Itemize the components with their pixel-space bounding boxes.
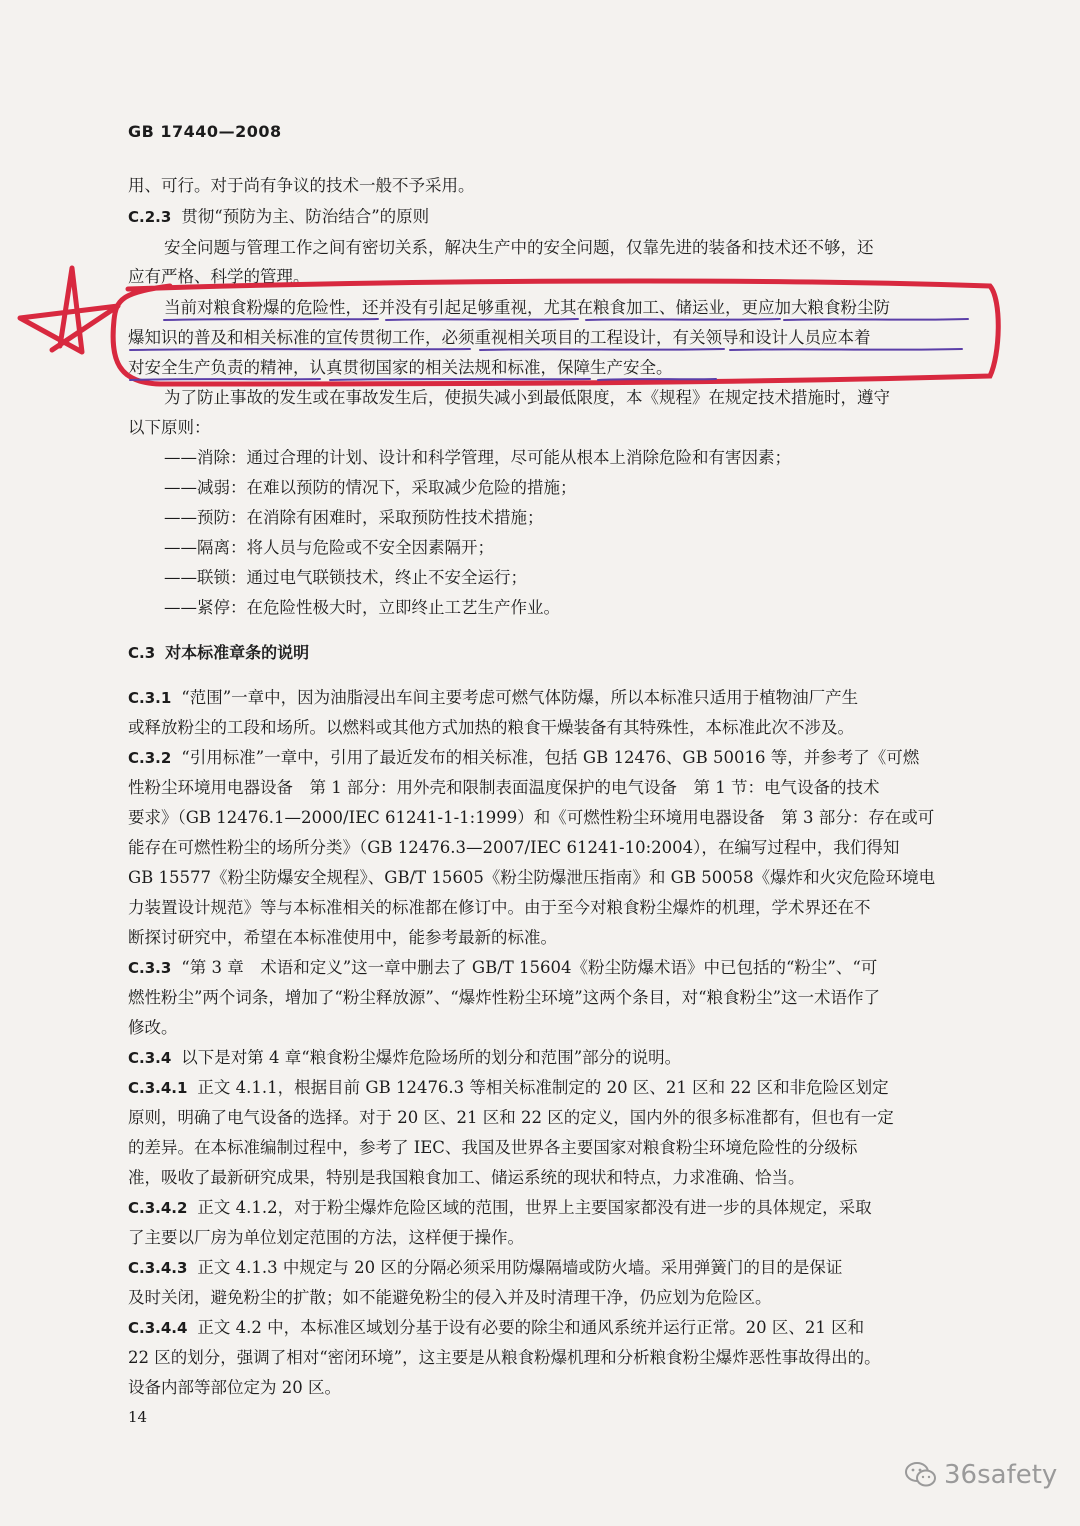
watermark bbox=[904, 1460, 1057, 1490]
text-line-l16 bbox=[128, 642, 309, 664]
section-number: C.3.2 bbox=[128, 749, 172, 767]
line-text: 安全问题与管理工作之间有密切关系，解决生产中的安全问题，仅靠先进的装备和技术还不够，还 bbox=[164, 238, 874, 257]
line-text: 能存在可燃性粉尘的场所分类》（GB 12476.3—2007/IEC 61241-10:2004），在编写过程中，我们得知 bbox=[128, 838, 900, 857]
hand-drawn-star bbox=[20, 268, 118, 352]
text-line-l22 bbox=[128, 837, 899, 859]
line-text: 断探讨研究中，希望在本标准使用中，能参考最新的标准。 bbox=[128, 928, 557, 947]
line-text: GB 15577《粉尘防爆安全规程》、GB/T 15605《粉尘防爆泄压指南》和 GB 50058《爆炸和火灾危险环境电 bbox=[128, 868, 936, 887]
line-text: 正文 4.1.2，对于粉尘爆炸危险区域的范围，世界上主要国家都没有进一步的具体规定，采取 bbox=[197, 1198, 872, 1217]
section-number: C.3.4.3 bbox=[128, 1259, 188, 1277]
line-text: 贯彻“预防为主、防治结合”的原则 bbox=[181, 207, 430, 226]
text-line-l32 bbox=[128, 1137, 857, 1159]
text-line-l36 bbox=[128, 1257, 842, 1279]
line-text: 了主要以厂房为单位划定范围的方法，这样便于操作。 bbox=[128, 1228, 524, 1247]
wechat-icon bbox=[904, 1460, 938, 1490]
line-text: 正文 4.1.3 中规定与 20 区的分隔必须采用防爆隔墙或防火墙。采用弹簧门的目的是保证 bbox=[197, 1258, 843, 1277]
line-text: “第 3 章 术语和定义”这一章中删去了 GB/T 15604《粉尘防爆术语》中已包括的“粉尘”、“可 bbox=[181, 958, 878, 977]
text-line-l37 bbox=[128, 1287, 772, 1309]
text-line-l35 bbox=[128, 1227, 524, 1249]
text-line-l27 bbox=[128, 987, 880, 1009]
line-text: 原则，明确了电气设备的选择。对于 20 区、21 区和 22 区的定义，国内外的很多标准都有，但也有一定 bbox=[128, 1108, 894, 1127]
line-text: 对安全生产负责的精神，认真贯彻国家的相关法规和标准，保障生产安全。 bbox=[128, 358, 673, 377]
text-line-l7 bbox=[128, 357, 673, 379]
line-text: 正文 4.2 中，本标准区域划分基于设有必要的除尘和通风系统并运行正常。20 区、21 区和 bbox=[197, 1318, 865, 1337]
line-text: 当前对粮食粉爆的危险性，还并没有引起足够重视，尤其在粮食加工、储运业，更应加大粮食粉尘防 bbox=[164, 298, 890, 317]
section-number: C.3.3 bbox=[128, 959, 172, 977]
text-line-l19 bbox=[128, 747, 919, 769]
watermark-text: 36safety bbox=[944, 1460, 1058, 1490]
line-text: 以下是对第 4 章“粮食粉尘爆炸危险场所的划分和范围”部分的说明。 bbox=[181, 1048, 682, 1067]
text-line-l17 bbox=[128, 687, 858, 709]
text-line-l24 bbox=[128, 897, 871, 919]
text-line-l6 bbox=[128, 327, 871, 349]
line-text: ——紧停：在危险性极大时，立即终止工艺生产作业。 bbox=[164, 598, 560, 617]
line-text: 为了防止事故的发生或在事故发生后，使损失减小到最低限度，本《规程》在规定技术措施时，遵守 bbox=[164, 388, 890, 407]
section-number: C.3.4.1 bbox=[128, 1079, 188, 1097]
text-line-l39 bbox=[128, 1347, 881, 1369]
text-line-l38 bbox=[128, 1317, 864, 1339]
line-text: ——联锁：通过电气联锁技术，终止不安全运行； bbox=[164, 568, 527, 587]
line-text: 准，吸收了最新研究成果，特别是我国粮食加工、储运系统的现状和特点，力求准确、恰当。 bbox=[128, 1168, 805, 1187]
text-line-l26 bbox=[128, 957, 877, 979]
line-text: 修改。 bbox=[128, 1018, 178, 1037]
text-line-l40 bbox=[128, 1377, 341, 1399]
page-number: 14 bbox=[128, 1408, 148, 1426]
section-number: C.3.4.2 bbox=[128, 1199, 188, 1217]
text-line-l10 bbox=[164, 447, 791, 469]
text-line-l28 bbox=[128, 1017, 178, 1039]
line-text: 对本标准章条的说明 bbox=[165, 643, 310, 662]
text-line-l15 bbox=[164, 597, 560, 619]
section-number: C.3 bbox=[128, 644, 156, 662]
section-number: C.3.4.4 bbox=[128, 1319, 188, 1337]
text-line-l2 bbox=[128, 206, 429, 228]
line-text: 力装置设计规范》等与本标准相关的标准都在修订中。由于至今对粮食粉尘爆炸的机理，学术界还在不 bbox=[128, 898, 871, 917]
line-text: 正文 4.1.1，根据目前 GB 12476.3 等相关标准制定的 20 区、21 区和 22 区和非危险区划定 bbox=[197, 1078, 889, 1097]
text-line-l4 bbox=[128, 266, 310, 288]
line-text: ——消除：通过合理的计划、设计和科学管理，尽可能从根本上消除危险和有害因素； bbox=[164, 448, 791, 467]
section-number: C.3.4 bbox=[128, 1049, 172, 1067]
line-text: 设备内部等部位定为 20 区。 bbox=[128, 1378, 341, 1397]
text-line-l1 bbox=[128, 175, 475, 197]
text-line-l5 bbox=[164, 297, 890, 319]
line-text: 以下原则： bbox=[128, 418, 211, 437]
standard-header: GB 17440—2008 bbox=[128, 122, 282, 141]
text-line-l20 bbox=[128, 777, 879, 799]
text-line-l31 bbox=[128, 1107, 894, 1129]
text-line-l3 bbox=[164, 237, 874, 259]
text-line-l29 bbox=[128, 1047, 681, 1069]
text-line-l30 bbox=[128, 1077, 889, 1099]
line-text: 要求》（GB 12476.1—2000/IEC 61241-1-1:1999）和《可燃性粉尘环境用电器设备 第 3 部分：存在或可 bbox=[128, 808, 935, 827]
line-text: 或释放粉尘的工段和场所。以燃料或其他方式加热的粮食干燥装备有其特殊性，本标准此次不涉及。 bbox=[128, 718, 854, 737]
line-text: ——预防：在消除有困难时，采取预防性技术措施； bbox=[164, 508, 544, 527]
text-line-l25 bbox=[128, 927, 557, 949]
text-line-l18 bbox=[128, 717, 854, 739]
line-text: “范围”一章中，因为油脂浸出车间主要考虑可燃气体防爆，所以本标准只适用于植物油厂产生 bbox=[181, 688, 859, 707]
line-text: ——隔离：将人员与危险或不安全因素隔开； bbox=[164, 538, 494, 557]
section-number: C.2.3 bbox=[128, 208, 172, 226]
text-line-l13 bbox=[164, 537, 494, 559]
line-text: 燃性粉尘”两个词条，增加了“粉尘释放源”、“爆炸性粉尘环境”这两个条目，对“粮食粉尘”这一术语作了 bbox=[128, 988, 881, 1007]
line-text: 22 区的划分，强调了相对“密闭环境”，这主要是从粮食粉爆机理和分析粮食粉尘爆炸恶性事故得出的。 bbox=[128, 1348, 881, 1367]
text-line-l14 bbox=[164, 567, 527, 589]
text-line-l34 bbox=[128, 1197, 872, 1219]
line-text: 应有严格、科学的管理。 bbox=[128, 267, 310, 286]
text-line-l8 bbox=[164, 387, 890, 409]
line-text: 及时关闭，避免粉尘的扩散；如不能避免粉尘的侵入并及时清理干净，仍应划为危险区。 bbox=[128, 1288, 772, 1307]
text-line-l9 bbox=[128, 417, 211, 439]
line-text: 的差异。在本标准编制过程中，参考了 IEC、我国及世界各主要国家对粮食粉尘环境危险性的分级标 bbox=[128, 1138, 858, 1157]
text-line-l21 bbox=[128, 807, 934, 829]
line-text: 用、可行。对于尚有争议的技术一般不予采用。 bbox=[128, 176, 475, 195]
line-text: 性粉尘环境用电器设备 第 1 部分：用外壳和限制表面温度保护的电气设备 第 1 节：电气设备的技术 bbox=[128, 778, 880, 797]
line-text: ——减弱：在难以预防的情况下，采取减少危险的措施； bbox=[164, 478, 577, 497]
line-text: 爆知识的普及和相关标准的宣传贯彻工作，必须重视相关项目的工程设计，有关领导和设计人员应本着 bbox=[128, 328, 871, 347]
section-number: C.3.1 bbox=[128, 689, 172, 707]
line-text: “引用标准”一章中，引用了最近发布的相关标准，包括 GB 12476、GB 50016 等，并参考了《可燃 bbox=[181, 748, 920, 767]
text-line-l11 bbox=[164, 477, 577, 499]
text-line-l12 bbox=[164, 507, 544, 529]
text-line-l33 bbox=[128, 1167, 805, 1189]
text-line-l23 bbox=[128, 867, 935, 889]
